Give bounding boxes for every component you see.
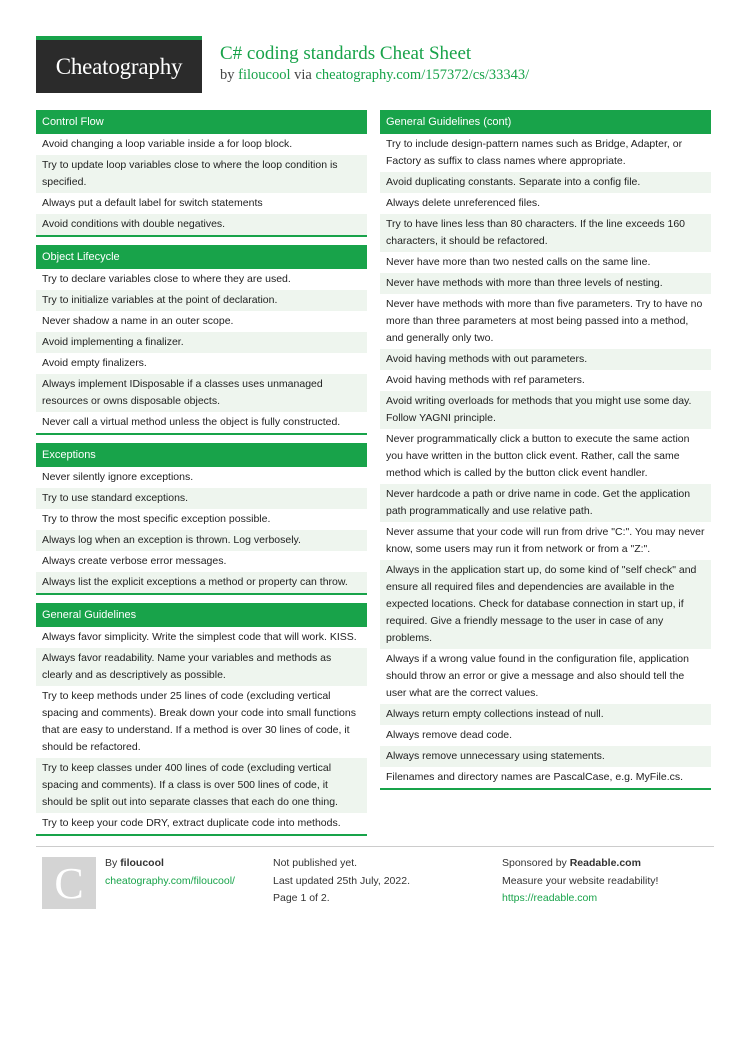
- list-item: Avoid empty finalizers.: [36, 353, 367, 374]
- footer-sponsor-block: [502, 855, 658, 908]
- list-item: Try to keep methods under 25 lines of code (excluding vertical spacing and comments). Break down your code into small functions that are easy to understand. If a method is over 30 lines of code, it should be refactored.: [36, 686, 367, 758]
- section-general-guidelines: [36, 603, 367, 836]
- sponsor-tagline: Measure your website readability!: [502, 874, 659, 887]
- avatar-letter: C: [54, 858, 84, 908]
- page-number: Page 1 of 2.: [273, 892, 330, 904]
- logo-text: Cheatography: [55, 53, 183, 79]
- list-item: Always put a default label for switch statements: [36, 193, 367, 214]
- list-item: Never assume that your code will run from drive "C:". You may never know, some users may run it from network or from a "Z:".: [380, 522, 711, 560]
- list-item: Always favor simplicity. Write the simplest code that will work. KISS.: [36, 627, 367, 648]
- list-item: Avoid conditions with double negatives.: [36, 214, 367, 235]
- list-item: Avoid implementing a finalizer.: [36, 332, 367, 353]
- list-item: Avoid having methods with out parameters.: [380, 349, 711, 370]
- section-title: General Guidelines (cont): [380, 110, 711, 134]
- left-column: [36, 110, 367, 844]
- list-item: Always delete unreferenced files.: [380, 193, 711, 214]
- list-item: Try to keep classes under 400 lines of code (excluding vertical spacing and comments). If a class is over 500 lines of code, it should be split out into separate classes that each do one thing.: [36, 758, 367, 813]
- list-item: Try to keep your code DRY, extract duplicate code into methods.: [36, 813, 367, 834]
- list-item: Try to throw the most specific exception possible.: [36, 509, 367, 530]
- list-item: Always remove dead code.: [380, 725, 711, 746]
- list-item: Try to include design-pattern names such as Bridge, Adapter, or Factory as suffix to class names where appropriate.: [380, 134, 711, 172]
- right-column: [380, 110, 711, 798]
- list-item: Never call a virtual method unless the object is fully constructed.: [36, 412, 367, 433]
- page-title[interactable]: C# coding standards Cheat Sheet: [220, 43, 472, 64]
- last-updated: Last updated 25th July, 2022.: [273, 874, 410, 887]
- section-title: General Guidelines: [36, 603, 367, 627]
- byline: [220, 65, 529, 85]
- published-status: Not published yet.: [273, 857, 358, 869]
- sponsor-link[interactable]: https://readable.com: [502, 892, 598, 904]
- sponsor-name[interactable]: Readable.com: [569, 857, 641, 869]
- page-header: [36, 36, 714, 94]
- list-item: Try to use standard exceptions.: [36, 488, 367, 509]
- section-control-flow: [36, 110, 367, 237]
- list-item: Never have methods with more than three levels of nesting.: [380, 273, 711, 294]
- section-title: Control Flow: [36, 110, 367, 134]
- list-item: Never programmatically click a button to execute the same action you have written in the button click event. Rather, call the same method which is called by the button click event handler.: [380, 429, 711, 484]
- footer-status-block: [273, 855, 410, 908]
- page-footer: [36, 846, 714, 908]
- list-item: Always list the explicit exceptions a method or property can throw.: [36, 572, 367, 593]
- list-item: Try to initialize variables at the point of declaration.: [36, 290, 367, 311]
- sheet-url-link[interactable]: cheatography.com/157372/cs/33343/: [315, 67, 530, 83]
- list-item: Never silently ignore exceptions.: [36, 467, 367, 488]
- footer-author-link[interactable]: cheatography.com/filoucool/: [105, 874, 235, 887]
- section-general-guidelines-cont: [380, 110, 711, 790]
- list-item: Always log when an exception is thrown. Log verbosely.: [36, 530, 367, 551]
- list-item: Try to have lines less than 80 characters. If the line exceeds 160 characters, it should be refactored.: [380, 214, 711, 252]
- list-item: Filenames and directory names are PascalCase, e.g. MyFile.cs.: [380, 767, 711, 788]
- list-item: Always implement IDisposable if a classes uses unmanaged resources or owns disposable objects.: [36, 374, 367, 412]
- section-title: Exceptions: [36, 443, 367, 467]
- list-item: Try to declare variables close to where they are used.: [36, 269, 367, 290]
- section-exceptions: [36, 443, 367, 595]
- list-item: Always create verbose error messages.: [36, 551, 367, 572]
- by-label: by: [220, 67, 235, 83]
- list-item: Never shadow a name in an outer scope.: [36, 311, 367, 332]
- list-item: Never hardcode a path or drive name in code. Get the application path programmatically and use relative path.: [380, 484, 711, 522]
- avatar[interactable]: [42, 857, 96, 909]
- sponsored-label: Sponsored by: [502, 857, 567, 869]
- list-item: Avoid changing a loop variable inside a for loop block.: [36, 134, 367, 155]
- author-link[interactable]: filoucool: [238, 67, 291, 83]
- section-object-lifecycle: [36, 245, 367, 435]
- footer-by-label: By: [105, 857, 118, 869]
- footer-author-block: [105, 855, 235, 890]
- title-block: [220, 43, 529, 85]
- list-item: Always return empty collections instead of null.: [380, 704, 711, 725]
- via-label: via: [294, 67, 312, 83]
- list-item: Always if a wrong value found in the configuration file, application should throw an error or give a message and also should tell the user what are the correct values.: [380, 649, 711, 704]
- list-item: Always remove unnecessary using statements.: [380, 746, 711, 767]
- footer-author-name[interactable]: filoucool: [120, 857, 164, 869]
- list-item: Avoid writing overloads for methods that you might use some day. Follow YAGNI principle.: [380, 391, 711, 429]
- list-item: Avoid duplicating constants. Separate into a config file.: [380, 172, 711, 193]
- list-item: Avoid having methods with ref parameters.: [380, 370, 711, 391]
- list-item: Try to update loop variables close to where the loop condition is specified.: [36, 155, 367, 193]
- list-item: Always in the application start up, do some kind of "self check" and ensure all required files and dependencies are available in the expected locations. Check for database connection in start up, if required. Give a friendly message to the user in case of any problems.: [380, 560, 711, 649]
- cheatography-logo[interactable]: [36, 36, 202, 93]
- list-item: Never have methods with more than five parameters. Try to have no more than three parameters at most being passed into a method, and generally only two.: [380, 294, 711, 349]
- list-item: Never have more than two nested calls on the same line.: [380, 252, 711, 273]
- list-item: Always favor readability. Name your variables and methods as clearly and as descriptively as possible.: [36, 648, 367, 686]
- section-title: Object Lifecycle: [36, 245, 367, 269]
